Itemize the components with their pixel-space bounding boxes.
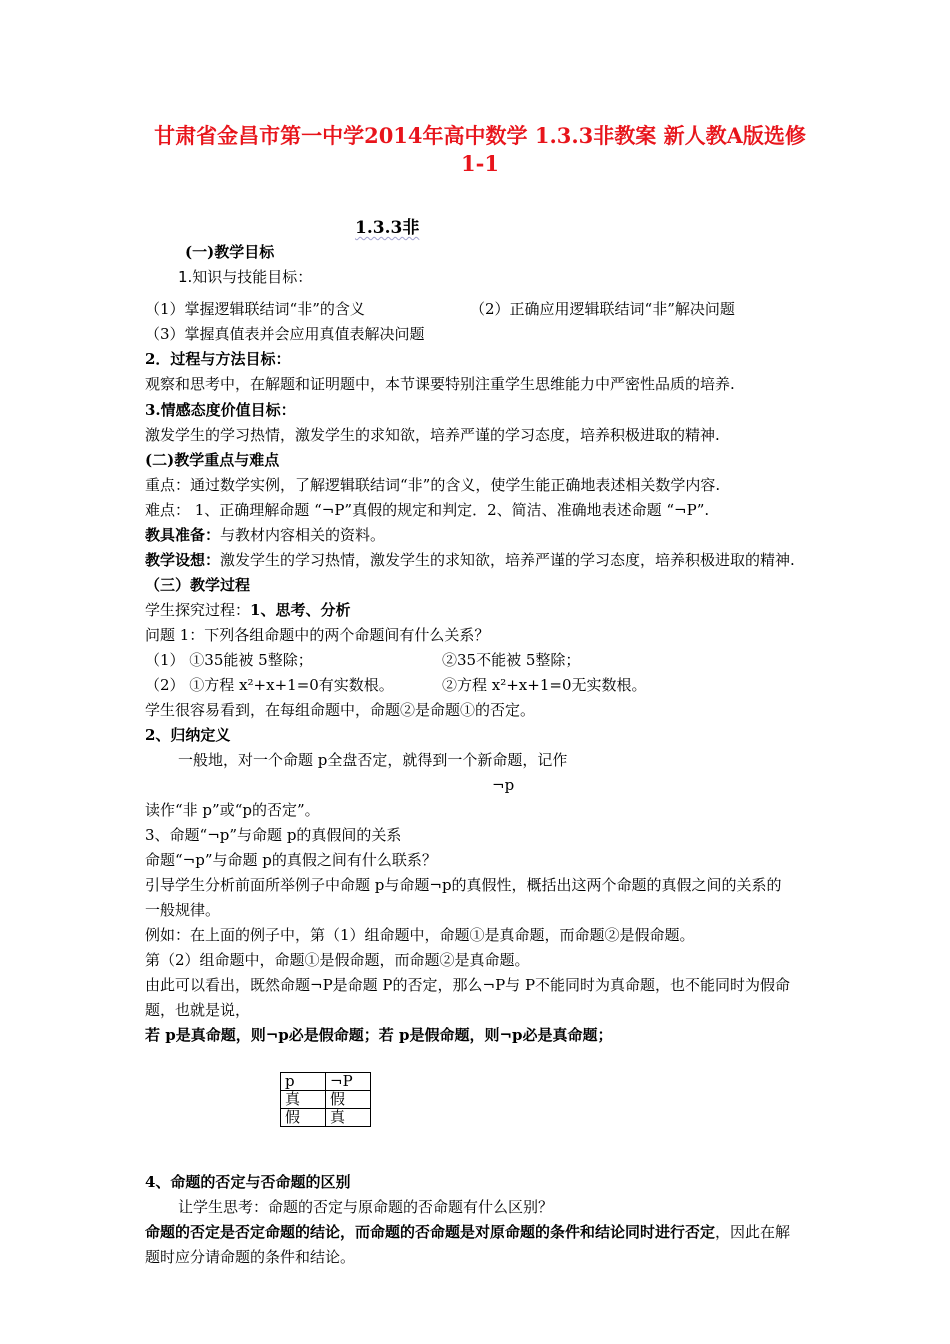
q1-row1-a: （1） ①35能被 5整除； <box>145 651 313 669</box>
difference-answer-rest: ，因此在解 <box>715 1223 791 1241</box>
objectives-heading: (一)教学目标 <box>185 243 275 261</box>
objective-item-2: （2）正确应用逻辑联结词“非”解决问题 <box>470 300 735 318</box>
teaching-design-text: 激发学生的学习热情，激发学生的求知欲，培养严谨的学习态度，培养积极进取的精神. <box>220 551 795 569</box>
attitude-objective-text: 激发学生的学习热情，激发学生的求知欲，培养严谨的学习态度，培养积极进取的精神. <box>145 426 720 444</box>
attitude-objective-label: 3.情感态度价值目标： <box>145 401 296 419</box>
teaching-tools-text: 与教材内容相关的资料。 <box>220 526 386 544</box>
process-method-objective-label: 2．过程与方法目标： <box>145 350 291 368</box>
question-1: 问题 1：下列各组命题中的两个命题间有什么关系？ <box>145 626 490 644</box>
observation: 学生很容易看到，在每组命题中，命题②是命题①的否定。 <box>145 701 536 719</box>
knowledge-objective-label: 1.知识与技能目标： <box>178 268 313 286</box>
conclusion-line-2: 题，也就是说， <box>145 1001 251 1019</box>
relation-question: 命题“¬p”与命题 p的真假之间有什么联系？ <box>145 851 437 869</box>
truth-table-cell: 真 <box>281 1091 326 1109</box>
negation-rule: 若 p是真命题，则¬p必是假命题；若 p是假命题，则¬p必是真命题； <box>145 1026 613 1044</box>
truth-table <box>280 1072 371 1127</box>
process-method-objective-text: 观察和思考中，在解题和证明题中，本节课要特别注重学生思维能力中严密性品质的培养. <box>145 375 735 393</box>
document-title <box>100 122 860 178</box>
definition-heading: 2、归纳定义 <box>145 726 231 744</box>
definition-text: 一般地，对一个命题 p全盘否定，就得到一个新命题，记作 <box>178 751 568 769</box>
difference-answer-line-1 <box>145 1222 790 1242</box>
truth-table-cell: 真 <box>326 1109 371 1127</box>
guide-line-2: 一般规律。 <box>145 901 221 919</box>
teaching-design <box>145 550 795 570</box>
example-line-1: 例如：在上面的例子中，第（1）组命题中，命题①是真命题，而命题②是假命题。 <box>145 926 695 944</box>
truth-table-header <box>281 1073 371 1091</box>
q1-row2-b: ②方程 x²+x+1=0无实数根。 <box>442 676 647 694</box>
read-as: 读作“非 p”或“p的否定”。 <box>145 801 320 819</box>
title-line-1: 甘肃省金昌市第一中学2014年高中数学 1.3.3非教案 新人教A版选修 <box>154 123 806 148</box>
key-points-heading: (二)教学重点与难点 <box>145 451 280 469</box>
teaching-tools-label: 教具准备： <box>145 526 221 544</box>
relation-heading: 3、命题“¬p”与命题 p的真假间的关系 <box>145 826 402 844</box>
example-line-2: 第（2）组命题中，命题①是假命题，而命题②是真命题。 <box>145 951 530 969</box>
guide-line-1: 引导学生分析前面所举例子中命题 p与命题¬p的真假性，概括出这两个命题的真假之间的关系的 <box>145 876 782 894</box>
truth-table-header-not-p: ¬P <box>326 1073 371 1091</box>
conclusion-line-1: 由此可以看出，既然命题¬P是命题 P的否定，那么¬P与 P不能同时为真命题，也不能同时为假命 <box>145 976 791 994</box>
difference-answer-line-2: 题时应分请命题的条件和结论。 <box>145 1248 356 1266</box>
key-point-focus: 重点：通过数学实例，了解逻辑联结词“非”的含义，使学生能正确地表述相关数学内容. <box>145 476 721 494</box>
process-heading: （三）教学过程 <box>145 576 251 594</box>
truth-table-row <box>281 1091 371 1109</box>
difference-answer-bold: 命题的否定是否定命题的结论，而命题的否命题是对原命题的条件和结论同时进行否定 <box>145 1223 716 1241</box>
q1-row1-b: ②35不能被 5整除； <box>442 651 581 669</box>
q1-row2-a: （2） ①方程 x²+x+1=0有实数根。 <box>145 676 394 694</box>
explore-line <box>145 600 350 620</box>
objective-item-1: （1）掌握逻辑联结词“非”的含义 <box>145 300 365 318</box>
teaching-tools <box>145 525 385 545</box>
difference-question: 让学生思考：命题的否定与原命题的否命题有什么区别？ <box>178 1198 554 1216</box>
truth-table-cell: 假 <box>326 1091 371 1109</box>
objective-item-3: （3）掌握真值表并会应用真值表解决问题 <box>145 325 425 343</box>
explore-prefix: 学生探究过程： <box>145 601 251 619</box>
difference-heading: 4、命题的否定与否命题的区别 <box>145 1173 351 1191</box>
explore-step: 1、思考、分析 <box>250 601 351 619</box>
truth-table-cell: 假 <box>281 1109 326 1127</box>
teaching-design-label: 教学设想： <box>145 551 221 569</box>
truth-table-row <box>281 1109 371 1127</box>
truth-table-header-p: p <box>281 1073 326 1091</box>
title-line-2: 1-1 <box>461 151 499 176</box>
section-heading: 1.3.3非 <box>355 218 420 238</box>
negation-symbol: ¬p <box>492 776 515 794</box>
key-point-difficulty: 难点： 1、正确理解命题 “¬P”真假的规定和判定．2、简洁、准确地表述命题 “¬P”. <box>145 501 710 519</box>
